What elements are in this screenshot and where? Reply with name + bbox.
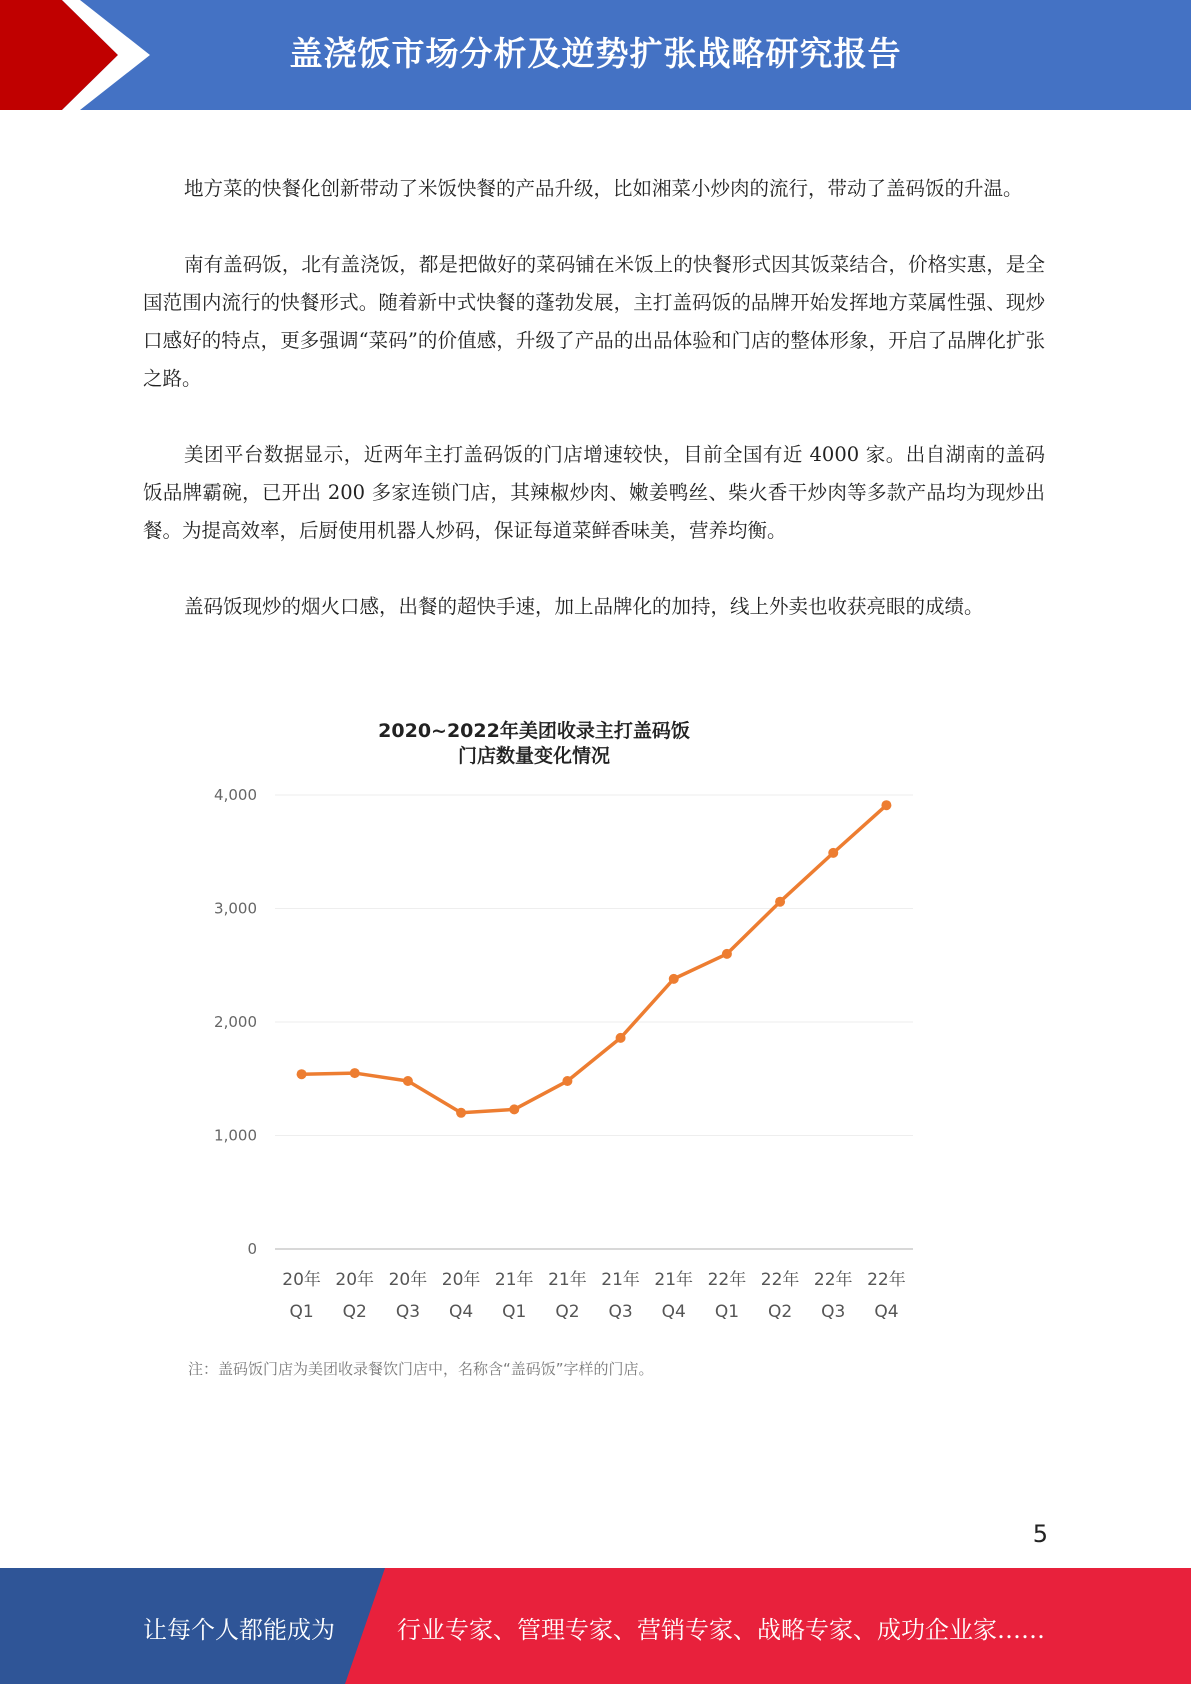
page-number: 5 xyxy=(1032,1520,1048,1548)
x-tick-label: 22年 xyxy=(707,1270,747,1290)
x-tick-label: 22年 xyxy=(813,1270,853,1290)
x-tick-label: 21年 xyxy=(494,1270,534,1290)
chart-canvas xyxy=(180,710,940,1390)
x-tick-label: Q1 xyxy=(714,1302,740,1322)
x-tick-label: 20年 xyxy=(441,1270,481,1290)
data-point xyxy=(456,1108,466,1118)
footer-slogan: 让每个人都能成为 xyxy=(143,1616,335,1644)
x-tick-label: 21年 xyxy=(654,1270,694,1290)
x-tick-label: 21年 xyxy=(601,1270,640,1290)
x-tick-label: Q4 xyxy=(874,1302,899,1322)
x-tick-label: Q2 xyxy=(555,1302,580,1322)
x-tick-label: 20年 xyxy=(282,1270,321,1290)
paragraph: 美团平台数据显示，近两年主打盖码饭的门店增速较快，目前全国有近 4000 家。出自湖南的盖码饭品牌霸碗，已开出 200 多家连锁门店，其辣椒炒肉、嫩姜鸭丝、柴火香干炒肉等多款产品均为现炒出餐。为提高效率，后厨使用机器人炒码，保证每道菜鲜香味美，营养均衡。 xyxy=(143,443,1045,542)
store-count-line-chart xyxy=(180,710,940,1390)
data-point xyxy=(350,1068,360,1078)
y-tick-label: 3,000 xyxy=(214,899,257,918)
body-text xyxy=(143,170,1045,664)
data-point xyxy=(828,848,838,858)
data-point xyxy=(616,1033,626,1043)
x-tick-label: 21年 xyxy=(548,1270,587,1290)
x-tick-label: Q2 xyxy=(767,1302,793,1322)
x-tick-label: Q2 xyxy=(342,1302,367,1322)
chart-title-line-2: 门店数量变化情况 xyxy=(457,745,611,767)
data-point xyxy=(669,974,679,984)
x-tick-label: 22年 xyxy=(867,1270,906,1290)
paragraph: 南有盖码饭，北有盖浇饭，都是把做好的菜码铺在米饭上的快餐形式因其饭菜结合，价格实惠，是全国范围内流行的快餐形式。随着新中式快餐的蓬勃发展，主打盖码饭的品牌开始发挥地方菜属性强、现炒口感好的特点，更多强调“菜码”的价值感，升级了产品的出品体验和门店的整体形象，开启了品牌化扩张之路。 xyxy=(143,253,1045,390)
paragraph: 盖码饭现炒的烟火口感，出餐的超快手速，加上品牌化的加持，线上外卖也收获亮眼的成绩。 xyxy=(184,595,984,618)
x-tick-label: 22年 xyxy=(760,1270,800,1290)
chart-note: 注：盖码饭门店为美团收录餐饮门店中，名称含“盖码饭”字样的门店。 xyxy=(188,1360,654,1378)
data-point xyxy=(562,1076,572,1086)
page-header xyxy=(0,0,1191,110)
x-tick-label: Q3 xyxy=(608,1302,633,1322)
page-footer xyxy=(0,1568,1191,1684)
data-point xyxy=(775,897,785,907)
x-tick-label: Q3 xyxy=(395,1302,421,1322)
data-point xyxy=(881,800,891,810)
y-tick-label: 0 xyxy=(247,1240,257,1258)
data-point xyxy=(509,1104,519,1114)
x-tick-label: Q3 xyxy=(821,1302,846,1322)
chart-title-line-1: 2020~2022年美团收录主打盖码饭 xyxy=(378,720,690,742)
y-tick-label: 2,000 xyxy=(214,1013,257,1031)
data-point xyxy=(297,1069,307,1079)
x-tick-label: 20年 xyxy=(335,1270,375,1290)
x-tick-label: Q1 xyxy=(289,1302,314,1322)
data-point xyxy=(403,1076,413,1086)
y-tick-label: 4,000 xyxy=(214,786,257,804)
x-tick-label: 20年 xyxy=(388,1270,428,1290)
x-tick-label: Q4 xyxy=(448,1302,474,1322)
x-tick-label: Q1 xyxy=(502,1302,527,1322)
series-line xyxy=(302,805,887,1113)
y-tick-label: 1,000 xyxy=(214,1126,257,1145)
report-title: 盖浇饭市场分析及逆势扩张战略研究报告 xyxy=(289,34,902,73)
data-point xyxy=(722,949,732,959)
footer-roles: 行业专家、管理专家、营销专家、战略专家、成功企业家…… xyxy=(397,1616,1045,1644)
paragraph: 地方菜的快餐化创新带动了米饭快餐的产品升级，比如湘菜小炒肉的流行，带动了盖码饭的升温。 xyxy=(184,177,1023,200)
x-tick-label: Q4 xyxy=(661,1302,686,1322)
